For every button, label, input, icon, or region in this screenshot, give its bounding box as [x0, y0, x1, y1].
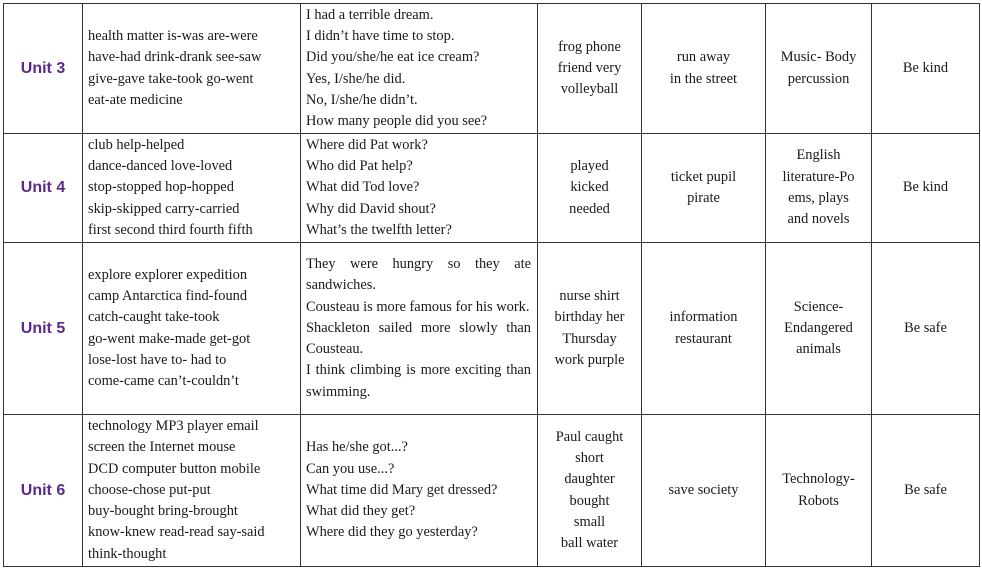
words-line: skip-skipped carry-carried: [88, 200, 240, 217]
subject-line: Endangered: [784, 319, 853, 336]
words-line: lose-lost have to- had to: [88, 351, 227, 368]
subject-line: percussion: [787, 70, 850, 87]
review-line: in the street: [669, 70, 738, 87]
words-line: stop-stopped hop-hopped: [88, 179, 234, 196]
sentences-line: Where did Pat work?: [306, 136, 428, 153]
phonics-line: frog phone: [558, 38, 621, 55]
words-line: have-had drink-drank see-saw: [88, 49, 262, 66]
sentences-line: What did Tod love?: [306, 179, 420, 196]
sentences-line: No, I/she/he didn’t.: [306, 91, 418, 108]
words-line: buy-bought bring-brought: [88, 503, 238, 520]
words-line: think-thought: [88, 545, 167, 562]
sentences-line: Shackleton sailed more slowly than Cousteau.: [306, 319, 531, 358]
vocabulary-cell: [83, 4, 301, 134]
words-line: first second third fourth fifth: [88, 221, 253, 238]
sentences-line: They were hungry so they ate sandwiches.: [306, 255, 531, 294]
vocabulary-cell: [83, 243, 301, 415]
subject-line: ems, plays: [788, 190, 849, 206]
words-line: camp Antarctica find-found: [88, 287, 248, 304]
subject-cell: [766, 4, 872, 134]
subject-line: literature-Po: [782, 168, 855, 185]
sentences-line: I had a terrible dream.: [306, 6, 434, 23]
vocabulary-cell: [83, 134, 301, 243]
sentences-cell: [301, 4, 538, 134]
words-line: give-gave take-took go-went: [88, 70, 254, 87]
words-line: choose-chose put-put: [88, 481, 211, 498]
words-line: club help-helped: [88, 136, 185, 153]
sentences-line: What did they get?: [306, 503, 416, 520]
review-line: information: [669, 309, 738, 326]
unit-label: Unit 3: [4, 4, 83, 134]
sentences-line: I didn’t have time to stop.: [306, 27, 455, 44]
review-cell: [642, 415, 766, 567]
sentences-line: Has he/she got...?: [306, 439, 408, 456]
phonics-cell: [538, 4, 642, 134]
phonics-line: needed: [569, 200, 610, 217]
sentences-cell: [301, 415, 538, 567]
value-cell: Be safe: [872, 243, 980, 415]
subject-line: and novels: [787, 211, 850, 228]
words-line: screen the Internet mouse: [88, 439, 236, 456]
phonics-cell: [538, 243, 642, 415]
phonics-line: short: [575, 449, 604, 466]
phonics-cell: [538, 134, 642, 243]
vocabulary-cell: [83, 415, 301, 567]
sentences-line: What’s the twelfth letter?: [306, 221, 452, 238]
sentences-line: Cousteau is more famous for his work.: [306, 298, 530, 315]
review-line: restaurant: [675, 330, 732, 347]
phonics-line: Thursday: [562, 330, 617, 347]
curriculum-table: [3, 3, 980, 567]
unit-label: Unit 4: [4, 134, 83, 243]
phonics-line: ball water: [560, 535, 619, 552]
phonics-line: birthday her: [554, 309, 625, 326]
words-line: explore explorer expedition: [88, 266, 248, 283]
phonics-line: nurse shirt: [559, 287, 620, 304]
subject-line: Science-: [793, 298, 844, 315]
subject-cell: [766, 415, 872, 567]
subject-cell: [766, 134, 872, 243]
sentences-line: Did you/she/he eat ice cream?: [306, 49, 480, 66]
subject-line: animals: [796, 341, 841, 358]
review-line: pirate: [687, 190, 720, 206]
phonics-cell: [538, 415, 642, 567]
words-line: go-went make-made get-got: [88, 330, 251, 347]
words-line: dance-danced love-loved: [88, 158, 233, 175]
sentences-cell: [301, 134, 538, 243]
table-row: [4, 415, 980, 567]
sentences-line: What time did Mary get dressed?: [306, 481, 498, 498]
review-line: run away: [676, 49, 731, 66]
sentences-line: Who did Pat help?: [306, 158, 413, 175]
subject-cell: [766, 243, 872, 415]
phonics-line: daughter: [564, 471, 615, 488]
phonics-line: bought: [569, 492, 610, 509]
words-line: DCD computer button mobile: [88, 460, 261, 477]
phonics-line: friend very: [557, 59, 622, 76]
sentences-line: How many people did you see?: [306, 113, 488, 130]
review-cell: [642, 243, 766, 415]
subject-line: Music- Body: [780, 49, 857, 66]
value-cell: Be safe: [872, 415, 980, 567]
value-cell: Be kind: [872, 4, 980, 134]
words-line: come-came can’t-couldn’t: [88, 373, 239, 390]
words-line: technology MP3 player email: [88, 417, 259, 434]
review-cell: [642, 134, 766, 243]
review-cell: [642, 4, 766, 134]
sentences-line: Where did they go yesterday?: [306, 524, 478, 541]
words-line: catch-caught take-took: [88, 309, 220, 326]
value-cell: Be kind: [872, 134, 980, 243]
words-line: health matter is-was are-were: [88, 27, 258, 44]
sentences-cell: [301, 243, 538, 415]
subject-line: Technology-: [782, 471, 855, 488]
review-line: save society: [668, 481, 739, 498]
subject-line: English: [796, 147, 841, 164]
phonics-line: small: [573, 513, 606, 530]
words-line: eat-ate medicine: [88, 91, 183, 108]
review-line: ticket pupil: [670, 168, 737, 185]
unit-label: Unit 5: [4, 243, 83, 415]
table-row: [4, 243, 980, 415]
unit-label: Unit 6: [4, 415, 83, 567]
phonics-line: Paul caught: [555, 428, 624, 445]
phonics-line: played: [570, 158, 609, 175]
phonics-line: work purple: [554, 351, 625, 368]
phonics-line: volleyball: [560, 81, 619, 98]
sentences-line: Can you use...?: [306, 460, 395, 477]
sentences-line: Yes, I/she/he did.: [306, 70, 406, 87]
sentences-line: Why did David shout?: [306, 200, 436, 217]
phonics-line: kicked: [570, 179, 609, 196]
table-row: [4, 4, 980, 134]
sentences-line: I think climbing is more exciting than swimming.: [306, 362, 531, 400]
table-row: [4, 134, 980, 243]
subject-line: Robots: [798, 492, 839, 509]
words-line: know-knew read-read say-said: [88, 524, 265, 541]
